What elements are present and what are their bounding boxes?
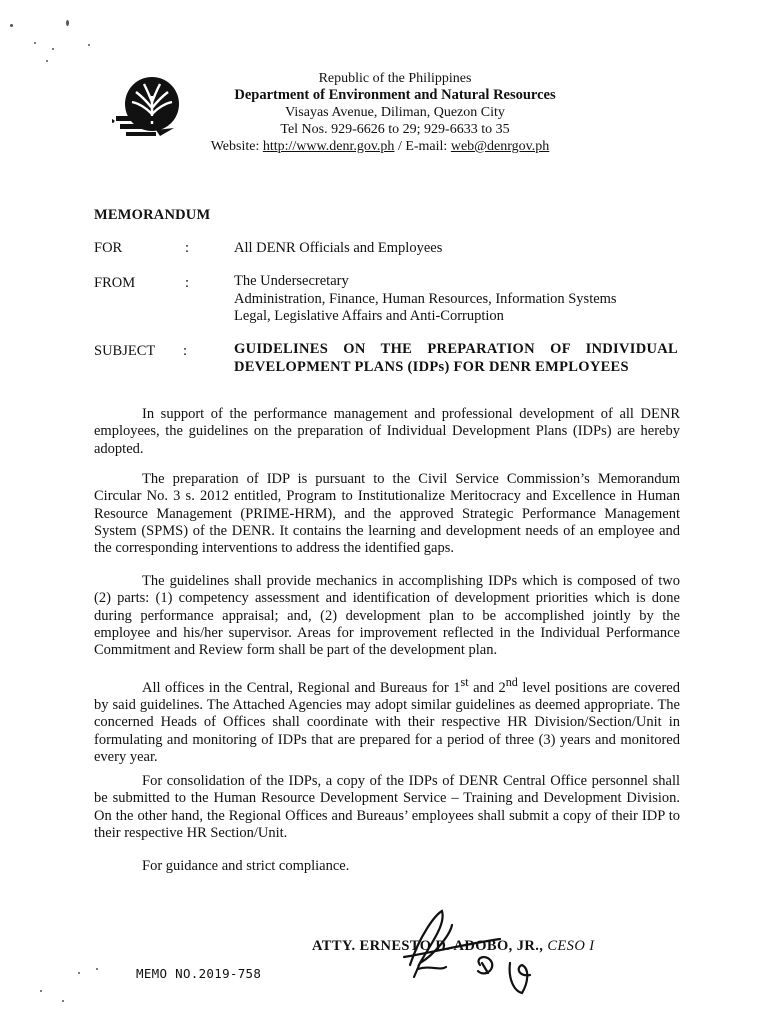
closing-line: For guidance and strict compliance. xyxy=(142,858,350,874)
p4-part: and 2 xyxy=(468,679,506,696)
website-link[interactable]: http://www.denr.gov.ph xyxy=(262,139,395,154)
scan-speck xyxy=(46,60,48,62)
subject-value: GUIDELINES ON THE PREPARATION OF INDIVIDUAL DEVELOPMENT PLANS (IDPs) FOR DENR EMPLOYEES xyxy=(234,341,678,375)
subject-label: SUBJECT xyxy=(94,343,156,359)
body-paragraph-5: For consolidation of the IDPs, a copy of the IDPs of DENR Central Office personnel shall be submitted to the Human Resource Development Service – Training and Development Division. On the other hand, the Regional Offices and Bureaus’ employees shall submit a copy of their IDP to their respective HR Section/Unit. xyxy=(94,773,680,841)
p4-superscript: st xyxy=(460,675,469,689)
signatory-suffix: CESO I xyxy=(547,938,595,954)
scan-speck xyxy=(40,990,42,992)
p4-part: level positions are covered by said guidelines. The Attached Agencies may adopt similar guidelines as deemed appropriate. The concerned Heads of Offices shall coordinate with their respective HR Division/Section/Unit in formulating and monitoring of IDPs that are prepared for a period of three (3) years and monitored every year. xyxy=(94,679,680,766)
from-line: Legal, Legislative Affairs and Anti-Corruption xyxy=(234,308,504,324)
email-link[interactable]: web@denrgov.ph xyxy=(450,139,550,154)
scan-speck xyxy=(10,24,13,27)
scan-speck xyxy=(62,1000,64,1002)
subject-colon: : xyxy=(183,343,188,359)
from-colon: : xyxy=(185,275,190,291)
from-line: Administration, Finance, Human Resources, Information Systems xyxy=(234,290,617,307)
for-label: FOR xyxy=(94,240,123,256)
body-paragraph-4 xyxy=(94,674,680,766)
memo-number-stamp: MEMO NO.2019-758 xyxy=(136,966,262,981)
letterhead-address: Visayas Avenue, Diliman, Quezon City xyxy=(285,105,505,120)
scan-speck xyxy=(34,42,36,44)
signatory-name xyxy=(312,938,594,955)
from-line: The Undersecretary xyxy=(234,273,349,289)
letterhead-agency: Department of Environment and Natural Resources xyxy=(234,87,556,103)
letterhead-contact xyxy=(150,138,610,155)
scan-speck xyxy=(78,972,80,974)
letterhead-republic: Republic of the Philippines xyxy=(318,71,472,86)
email-label: / E-mail: xyxy=(394,139,451,154)
p4-superscript: nd xyxy=(505,675,518,689)
signature-scribble xyxy=(390,905,570,1015)
from-value xyxy=(234,273,617,326)
for-colon: : xyxy=(185,240,190,256)
from-label: FROM xyxy=(94,275,136,291)
body-paragraph-1: In support of the performance management and professional development of all DENR employees, the guidelines on the preparation of Individual Development Plans (IDPs) are hereby adopted. xyxy=(94,406,680,457)
scan-speck xyxy=(96,968,98,970)
scan-speck xyxy=(66,20,69,26)
signatory-name-text: ATTY. ERNESTO D. ADOBO, JR., xyxy=(312,938,548,954)
body-paragraph-3: The guidelines shall provide mechanics in accomplishing IDPs which is composed of two (2) parts: (1) competency assessment and identification of development priorities which is done during performance appraisal; and, (2) development plan to be accomplished jointly by the employee and his/her supervisor. Areas for improvement reflected in the Individual Performance Commitment and Review form shall be part of the development plan. xyxy=(94,573,680,659)
for-value: All DENR Officials and Employees xyxy=(234,240,443,256)
letterhead xyxy=(180,70,610,155)
scan-speck xyxy=(52,48,54,50)
memo-title: MEMORANDUM xyxy=(94,207,211,223)
website-label: Website: xyxy=(210,139,263,154)
scan-speck xyxy=(88,44,90,46)
p4-part: All offices in the Central, Regional and Bureaus for 1 xyxy=(142,679,461,696)
letterhead-tel: Tel Nos. 929-6626 to 29; 929-6633 to 35 xyxy=(280,122,510,137)
body-paragraph-2: The preparation of IDP is pursuant to the Civil Service Commission’s Memorandum Circular No. 3 s. 2012 entitled, Program to Institutionalize Meritocracy and Excellence in Human Resource Management (PRIME-HRM), and the approved Strategic Performance Management System (SPMS) of the DENR. It contains the learning and development needs of an employee and the corresponding interventions to address the identified gaps. xyxy=(94,471,680,557)
